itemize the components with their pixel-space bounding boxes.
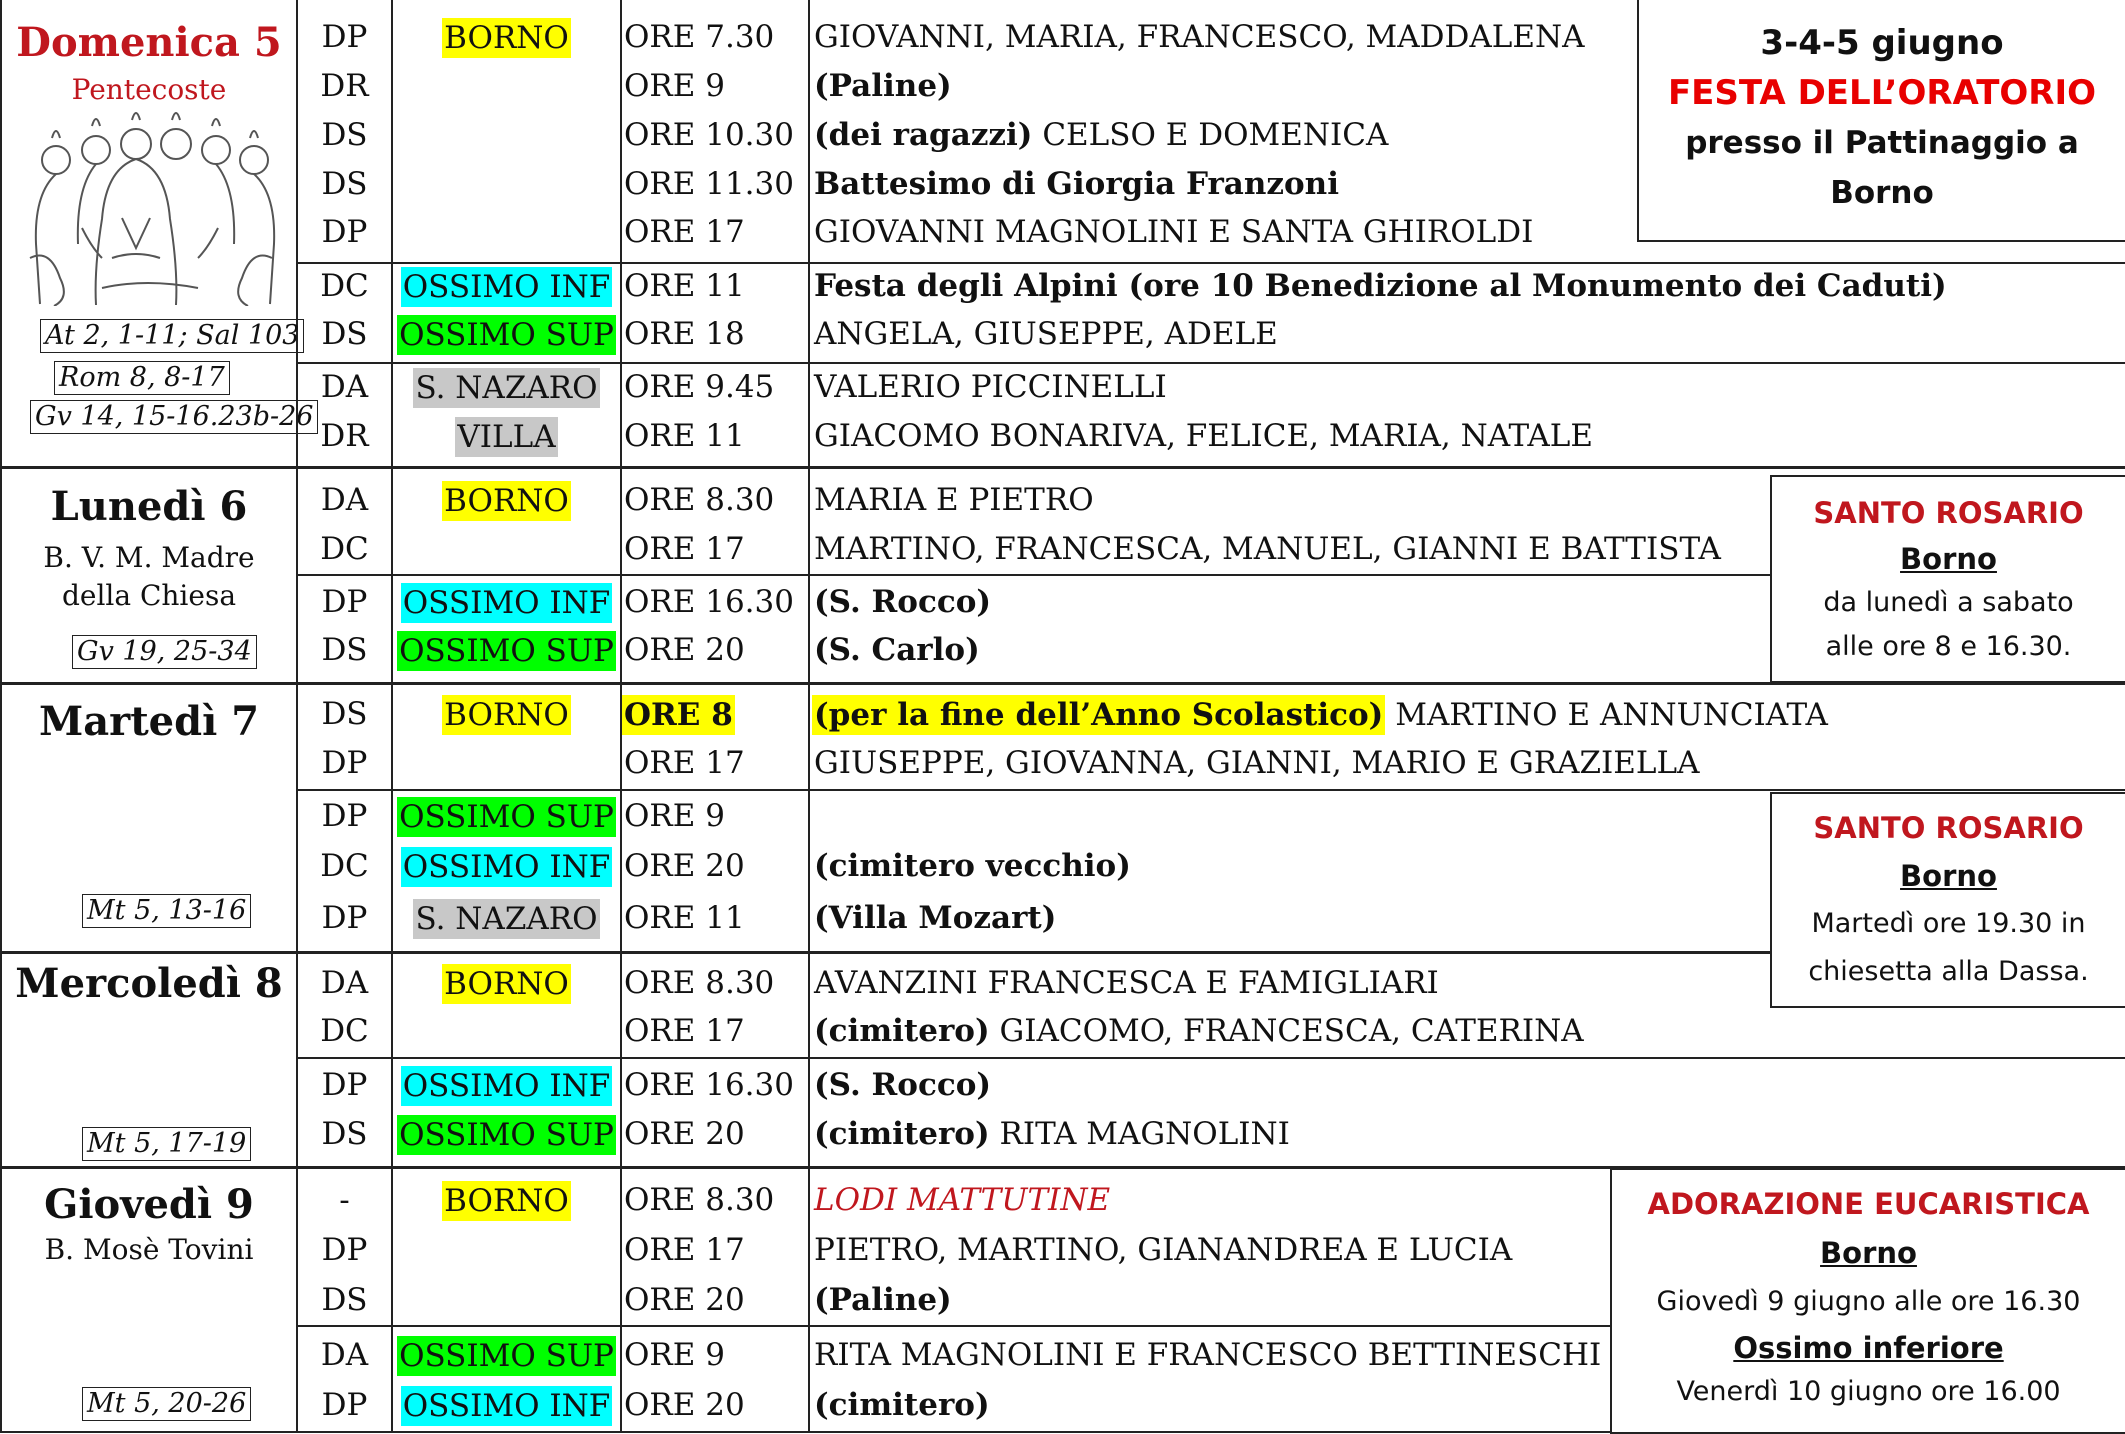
mass-time: ORE 20 — [624, 1387, 745, 1423]
mass-time: ORE 18 — [624, 316, 745, 352]
place-cell — [393, 1066, 620, 1106]
santo-rosario-box — [1770, 475, 2125, 683]
place-label: OSSIMO SUP — [399, 799, 614, 835]
intention-text: (S. Rocco) — [814, 584, 992, 620]
mass-time: ORE 20 — [624, 1116, 745, 1152]
rosario-title: SANTO ROSARIO — [1813, 811, 2084, 845]
intention-text: VALERIO PICCINELLI — [814, 369, 1167, 405]
mass-time: ORE 11 — [624, 268, 745, 304]
festa-title: FESTA DELL’ORATORIO — [1667, 73, 2097, 113]
place-cell — [393, 417, 620, 457]
intention-names: RITA MAGNOLINI — [989, 1116, 1290, 1152]
mass-time: ORE 20 — [624, 632, 745, 668]
place-label: OSSIMO SUP — [399, 317, 614, 353]
celebrant-code: DP — [321, 1232, 368, 1268]
grid-line — [296, 362, 2125, 364]
intention-text — [812, 695, 1828, 735]
mass-time: ORE 8.30 — [624, 965, 775, 1001]
grid-line — [296, 1057, 2125, 1059]
scripture-reference: Mt 5, 13-16 — [82, 894, 251, 928]
intention-text: (cimitero) — [814, 1387, 990, 1423]
place-label: BORNO — [444, 483, 569, 519]
mass-time: ORE 17 — [624, 1013, 745, 1049]
place-label: S. NAZARO — [415, 370, 598, 406]
adorazione-place: Ossimo inferiore — [1733, 1331, 2004, 1365]
intention-names: GIACOMO, FRANCESCA, CATERINA — [989, 1013, 1584, 1049]
intention-note: (dei ragazzi) — [814, 117, 1033, 153]
celebrant-code: DS — [321, 117, 368, 153]
adorazione-box — [1610, 1168, 2125, 1434]
pentecost-illustration — [22, 108, 280, 306]
place-label: BORNO — [444, 697, 569, 733]
intention-note: (cimitero) — [814, 1013, 990, 1049]
day-title: Domenica 5 — [16, 19, 282, 66]
day-feast: B. Mosè Tovini — [44, 1233, 254, 1266]
mass-time: ORE 8.30 — [624, 482, 775, 518]
place-label: OSSIMO INF — [402, 269, 611, 305]
place-cell — [393, 797, 620, 837]
place-cell — [393, 18, 620, 58]
mass-time: ORE 20 — [624, 1282, 745, 1318]
intention-text: GIUSEPPE, GIOVANNA, GIANNI, MARIO E GRAZIELLA — [814, 745, 1700, 781]
place-cell — [393, 1386, 620, 1426]
mass-time: ORE 9 — [624, 1337, 725, 1373]
mass-time: ORE 11.30 — [624, 166, 794, 202]
celebrant-code: DS — [321, 1282, 368, 1318]
celebrant-code: DP — [321, 584, 368, 620]
grid-line — [0, 466, 2125, 469]
celebrant-code: DP — [321, 900, 368, 936]
mass-time: ORE 10.30 — [624, 117, 794, 153]
festa-oratorio-box — [1637, 0, 2125, 242]
place-label: OSSIMO INF — [402, 849, 611, 885]
mass-time: ORE 17 — [624, 1232, 745, 1268]
place-cell — [393, 1181, 620, 1221]
celebrant-code: DS — [321, 632, 368, 668]
mass-time: ORE 17 — [624, 745, 745, 781]
mass-time: ORE 9 — [624, 798, 725, 834]
celebrant-code: DP — [321, 1387, 368, 1423]
celebrant-code: DS — [321, 166, 368, 202]
place-cell — [393, 631, 620, 671]
place-label: BORNO — [444, 20, 569, 56]
place-cell — [393, 481, 620, 521]
rosario-place: Borno — [1900, 859, 1997, 893]
place-label: BORNO — [444, 1183, 569, 1219]
day-title: Martedì 7 — [38, 698, 260, 745]
intention-text: GIACOMO BONARIVA, FELICE, MARIA, NATALE — [814, 418, 1594, 454]
intention-text: (S. Rocco) — [814, 1067, 992, 1103]
intention-text: (S. Carlo) — [814, 632, 980, 668]
grid-line — [808, 0, 810, 1432]
day-title: Giovedì 9 — [44, 1181, 254, 1228]
intention-text — [814, 1115, 1290, 1153]
adorazione-schedule: Venerdì 10 giugno ore 16.00 — [1676, 1376, 2061, 1407]
rosario-schedule: chiesetta alla Dassa. — [1808, 956, 2089, 987]
place-cell — [393, 315, 620, 355]
scripture-reference: Rom 8, 8-17 — [54, 361, 230, 395]
adorazione-place: Borno — [1820, 1236, 1917, 1270]
celebrant-code: DS — [321, 316, 368, 352]
celebrant-code: DP — [321, 1067, 368, 1103]
rosario-schedule: da lunedì a sabato — [1823, 587, 2074, 618]
scripture-reference: At 2, 1-11; Sal 103 — [40, 319, 304, 353]
celebrant-code: DA — [320, 482, 369, 518]
day-feast: della Chiesa — [61, 579, 237, 612]
santo-rosario-dassa-box — [1770, 792, 2125, 1008]
place-cell — [393, 1336, 620, 1376]
intention-text — [814, 116, 1388, 154]
intention-text: MARIA E PIETRO — [814, 482, 1094, 518]
intention-text: GIOVANNI MAGNOLINI E SANTA GHIROLDI — [814, 214, 1534, 250]
festa-location: presso il Pattinaggio a — [1685, 125, 2079, 161]
intention-text: ANGELA, GIUSEPPE, ADELE — [814, 316, 1278, 352]
intention-text: GIOVANNI, MARIA, FRANCESCO, MADDALENA — [814, 19, 1585, 55]
day-feast: Pentecoste — [71, 73, 227, 106]
mass-time: ORE 9.45 — [624, 369, 775, 405]
scripture-reference: Mt 5, 20-26 — [82, 1387, 251, 1421]
mass-time: ORE 17 — [624, 214, 745, 250]
intention-note: (cimitero) — [814, 1116, 990, 1152]
mass-time: ORE 9 — [624, 68, 725, 104]
celebrant-code: DR — [320, 68, 369, 104]
day-title: Lunedì 6 — [50, 483, 248, 530]
intention-text: MARTINO, FRANCESCA, MANUEL, GIANNI E BATTISTA — [814, 531, 1721, 567]
celebrant-code: DA — [320, 1337, 369, 1373]
place-cell — [393, 695, 620, 735]
grid-line — [296, 1325, 1610, 1327]
celebrant-code: DS — [321, 1116, 368, 1152]
intention-text: Festa degli Alpini (ore 10 Benedizione al Monumento dei Caduti) — [814, 268, 1947, 304]
rosario-place: Borno — [1900, 542, 1997, 576]
celebrant-code: DC — [320, 848, 369, 884]
intention-text: (Paline) — [814, 68, 952, 104]
rosario-schedule: alle ore 8 e 16.30. — [1825, 631, 2072, 662]
mass-time: ORE 17 — [624, 531, 745, 567]
intention-text: (cimitero vecchio) — [814, 848, 1131, 884]
intention-names: MARTINO E ANNUNCIATA — [1385, 697, 1828, 733]
intention-text: LODI MATTUTINE — [814, 1182, 1111, 1218]
grid-line — [296, 262, 2125, 264]
place-cell — [393, 847, 620, 887]
grid-line — [296, 574, 1770, 576]
place-cell — [393, 368, 620, 408]
celebrant-code: DS — [321, 696, 368, 732]
celebrant-code: DC — [320, 531, 369, 567]
place-cell — [393, 899, 620, 939]
place-cell — [393, 267, 620, 307]
rosario-schedule: Martedì ore 19.30 in — [1811, 908, 2086, 939]
grid-line — [296, 789, 2125, 791]
place-label: OSSIMO INF — [402, 1068, 611, 1104]
adorazione-title: ADORAZIONE EUCARISTICA — [1647, 1187, 2090, 1221]
mass-time: ORE 20 — [624, 848, 745, 884]
intention-text: (Paline) — [814, 1282, 952, 1318]
place-label: OSSIMO INF — [402, 1388, 611, 1424]
place-cell — [393, 1115, 620, 1155]
festa-location: Borno — [1830, 175, 1934, 211]
celebrant-code: DP — [321, 745, 368, 781]
mass-time: ORE 8.30 — [624, 1182, 775, 1218]
intention-text: AVANZINI FRANCESCA E FAMIGLIARI — [814, 965, 1439, 1001]
mass-time: ORE 7.30 — [624, 19, 775, 55]
mass-time — [622, 695, 735, 735]
intention-text: PIETRO, MARTINO, GIANANDREA E LUCIA — [814, 1232, 1513, 1268]
celebrant-code: DR — [320, 418, 369, 454]
mass-time-highlight: ORE 8 — [624, 697, 733, 733]
intention-names: CELSO E DOMENICA — [1032, 117, 1389, 153]
scripture-reference: Gv 19, 25-34 — [72, 635, 257, 669]
place-label: BORNO — [444, 966, 569, 1002]
mass-time: ORE 11 — [624, 900, 745, 936]
day-title: Mercoledì 8 — [15, 960, 283, 1007]
place-cell — [393, 583, 620, 623]
celebrant-code: DP — [321, 19, 368, 55]
place-cell — [393, 964, 620, 1004]
place-label: OSSIMO SUP — [399, 633, 614, 669]
celebrant-code: DC — [320, 1013, 369, 1049]
celebrant-code: DA — [320, 369, 369, 405]
celebrant-code: DP — [321, 798, 368, 834]
mass-time: ORE 16.30 — [624, 1067, 794, 1103]
intention-text: Battesimo di Giorgia Franzoni — [814, 166, 1340, 202]
rosario-title: SANTO ROSARIO — [1813, 496, 2084, 530]
adorazione-schedule: Giovedì 9 giugno alle ore 16.30 — [1656, 1286, 2081, 1317]
place-label: OSSIMO SUP — [399, 1338, 614, 1374]
mass-time: ORE 16.30 — [624, 584, 794, 620]
place-label: OSSIMO INF — [402, 585, 611, 621]
scripture-reference: Mt 5, 17-19 — [82, 1127, 251, 1161]
place-label: OSSIMO SUP — [399, 1117, 614, 1153]
celebrant-code: DP — [321, 214, 368, 250]
mass-time: ORE 11 — [624, 418, 745, 454]
scripture-reference: Gv 14, 15-16.23b-26 — [30, 400, 318, 434]
intention-text: RITA MAGNOLINI E FRANCESCO BETTINESCHI — [814, 1337, 1602, 1373]
day-feast: B. V. M. Madre — [43, 541, 255, 574]
intention-note: (per la fine dell’Anno Scolastico) — [814, 697, 1384, 733]
intention-text: (Villa Mozart) — [814, 900, 1057, 936]
celebrant-code: - — [339, 1182, 350, 1218]
celebrant-code: DA — [320, 965, 369, 1001]
place-label: S. NAZARO — [415, 901, 598, 937]
festa-dates: 3-4-5 giugno — [1760, 23, 2004, 63]
celebrant-code: DC — [320, 268, 369, 304]
place-label: VILLA — [457, 419, 556, 455]
intention-text — [814, 1012, 1584, 1050]
